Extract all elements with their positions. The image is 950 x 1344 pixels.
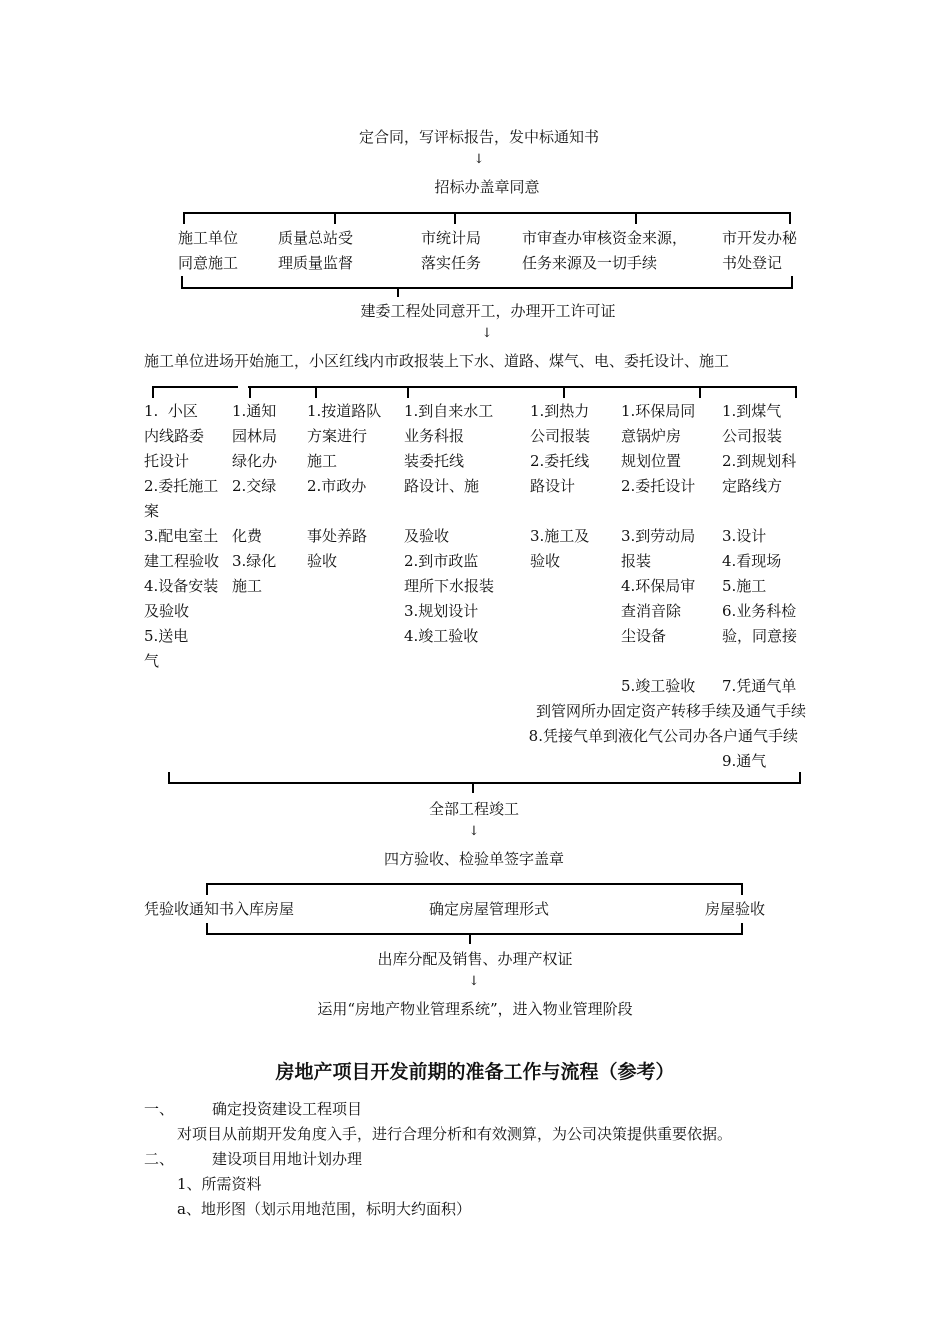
group2-column: 1. 小区 内线路委 托设计 2.委托施工 案 3.配电室土 建工程验收 4.设备安装 及验收 5.送电 气 xyxy=(144,402,220,670)
down-arrow-icon: ↓ xyxy=(468,974,480,989)
section-heading: 确定投资建设工程项目 xyxy=(212,1100,363,1118)
group3-item: 确定房屋管理形式 xyxy=(429,900,550,918)
list-item: a、地形图（划示用地范围，标明大约面积） xyxy=(177,1200,471,1218)
section-heading: 建设项目用地计划办理 xyxy=(212,1150,363,1168)
tail-step: 5.竣工验收 xyxy=(621,677,696,695)
group1-item-line2: 任务来源及一切手续 xyxy=(522,254,658,272)
group1-item-line2: 书处登记 xyxy=(722,254,783,272)
group1-item-line2: 同意施工 xyxy=(178,254,239,272)
flow-step-property-mgmt: 运用“房地产物业管理系统”，进入物业管理阶段 xyxy=(317,1000,633,1018)
subsection-heading: 1、所需资料 xyxy=(177,1175,262,1193)
flow-step-construction: 施工单位进场开始施工，小区红线内市政报装上下水、道路、煤气、电、委托设计、施工 xyxy=(144,352,730,370)
group2-column: 1.到煤气 公司报装 2.到规划科 定路线方 3.设计 4.看现场 5.施工 6.业务科检 验，同意接 xyxy=(722,402,798,645)
group1-item-line1: 市开发办秘 xyxy=(722,229,798,247)
flow-step-acceptance: 四方验收、检验单签字盖章 xyxy=(383,850,565,868)
tail-step: 7.凭通气单 xyxy=(722,677,797,695)
flow-step-bid-office: 招标办盖章同意 xyxy=(434,178,540,196)
group2-column: 1.到热力 公司报装 2.委托线 路设计 3.施工及 验收 xyxy=(530,402,591,570)
tail-step: 8.凭接气单到液化气公司办各户通气手续 xyxy=(528,727,798,745)
group2-column: 1.通知 园林局 绿化办 2.交绿 化费 3.绿化 施工 xyxy=(232,402,278,595)
group3-item: 房屋验收 xyxy=(705,900,766,918)
group2-column: 1.到自来水工 业务科报 装委托线 路设计、施 及验收 2.到市政监 理所下水报装 3.规划设计 4.竣工验收 xyxy=(404,402,495,645)
tail-step: 9.通气 xyxy=(722,752,767,770)
flow-step-completion: 全部工程竣工 xyxy=(428,800,520,818)
flow-step-contract: 定合同，写评标报告，发中标通知书 xyxy=(358,128,600,146)
section-number: 二、 xyxy=(144,1150,175,1168)
section-number: 一、 xyxy=(144,1100,175,1118)
down-arrow-icon: ↓ xyxy=(468,824,480,839)
section-title: 房地产项目开发前期的准备工作与流程（参考） xyxy=(275,1061,675,1083)
group2-column: 1.环保局同 意锅炉房 规划位置 2.委托设计 3.到劳动局 报装 4.环保局审 查消音除 尘设备 xyxy=(621,402,696,645)
down-arrow-icon: ↓ xyxy=(481,326,493,341)
group3-item: 凭验收通知书入库房屋 xyxy=(144,900,295,918)
flow-step-sales: 出库分配及销售、办理产权证 xyxy=(377,950,573,968)
down-arrow-icon: ↓ xyxy=(473,152,485,167)
group2-column: 1.按道路队 方案进行 施工 2.市政办 事处养路 验收 xyxy=(307,402,382,570)
tail-step: 到管网所办固定资产转移手续及通气手续 xyxy=(535,702,806,720)
group1-item-line1: 市统计局 xyxy=(421,229,482,247)
flow-step-permit: 建委工程处同意开工，办理开工许可证 xyxy=(360,302,616,320)
group1-item-line2: 理质量监督 xyxy=(278,254,354,272)
group1-item-line1: 施工单位 xyxy=(178,229,239,247)
paragraph: 对项目从前期开发角度入手，进行合理分析和有效测算，为公司决策提供重要依据。 xyxy=(177,1125,733,1143)
group1-item-line1: 质量总站受 xyxy=(278,229,354,247)
group1-item-line2: 落实任务 xyxy=(421,254,482,272)
group1-item-line1: 市审查办审核资金来源， xyxy=(522,229,688,247)
